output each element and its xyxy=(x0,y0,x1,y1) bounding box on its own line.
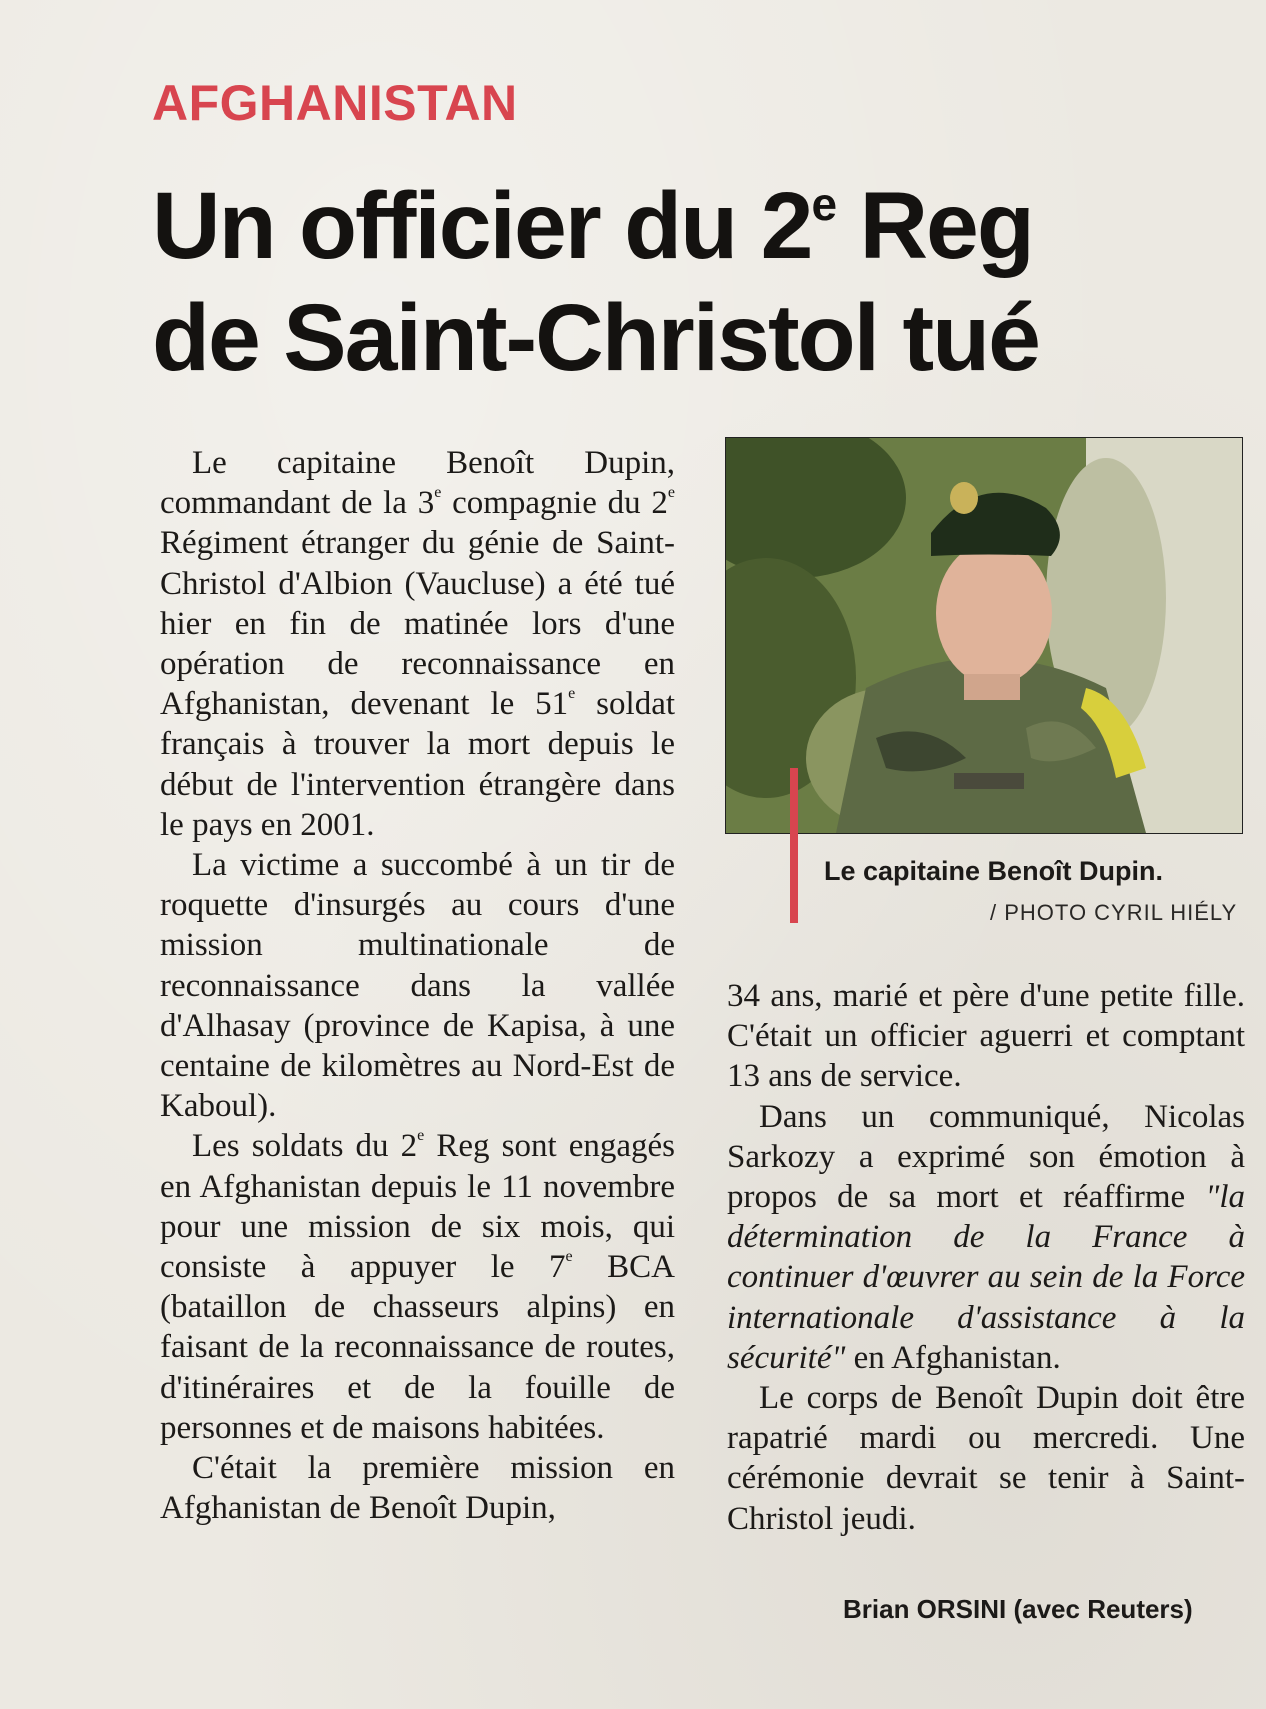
headline-line1-end: Reg xyxy=(835,173,1033,279)
paragraph-3-text-a: Les soldats du 2 xyxy=(192,1128,418,1165)
paragraph-1-text-b: compagnie du 2 xyxy=(441,485,668,522)
soldier-portrait-illustration xyxy=(726,438,1242,833)
ordinal-superscript: e xyxy=(667,484,675,502)
sarkozy-quote: "la détermination de la France à continuer d'œuvrer au sein de la Force internationale d'assistance à la sécurité" xyxy=(727,1179,1245,1376)
section-kicker: AFGHANISTAN xyxy=(152,75,518,131)
headline-superscript: e xyxy=(811,178,836,230)
paragraph-2: La victime a succombé à un tir de roquette d'insurgés au cours d'une mission multinationale de reconnaissance dans la vallée d'Alhasay (province de Kapisa, à une centaine de kilomètres au Nord-Est de Kaboul). xyxy=(160,847,675,1125)
paragraph-3-text-c: BCA (bataillon de chasseurs alpins) en faisant de la reconnaissance de routes, d'itinéraires et de la fouille de personnes et de maisons habitées. xyxy=(160,1249,676,1446)
paragraph-1-text-d: soldat français à trouver la mort depuis le début de l'intervention étrangère dans le pays en 2001. xyxy=(160,686,676,843)
ordinal-superscript: e xyxy=(434,484,442,502)
ordinal-superscript: e xyxy=(568,685,576,703)
caption-accent-bar xyxy=(790,768,798,923)
paragraph-5-text-a: Dans un communiqué, Nicolas Sarkozy a exprimé son émotion à propos de sa mort et réaffirme xyxy=(727,1098,1245,1216)
byline: Brian ORSINI (avec Reuters) xyxy=(843,1594,1193,1624)
paragraph-4-start: C'était la première mission en Afghanistan de Benoît Dupin, xyxy=(160,1450,675,1527)
paragraph-5 xyxy=(727,1097,1245,1378)
ordinal-superscript: e xyxy=(565,1248,573,1266)
paragraph-3-text-b: Reg sont engagés en Afghanistan depuis le 11 novembre pour une mission de six mois, qui consiste à appuyer le 7 xyxy=(160,1128,675,1286)
paragraph-6: Le corps de Benoît Dupin doit être rapatrié mardi ou mercredi. Une cérémonie devrait se tenir à Saint-Christol jeudi. xyxy=(727,1380,1245,1537)
paragraph-1-text-c: Régiment étranger du génie de Saint-Christol d'Albion (Vaucluse) a été tué hier en fin de matinée lors d'une opération de reconnaissance en Afghanistan, devenant le 51 xyxy=(160,525,675,723)
paragraph-4-end: 34 ans, marié et père d'une petite fille. C'était un officier aguerri et comptant 13 ans de service. xyxy=(727,978,1245,1095)
ordinal-superscript: e xyxy=(417,1127,425,1145)
portrait-photo xyxy=(725,437,1243,834)
article-column-left xyxy=(160,443,675,1528)
headline xyxy=(152,170,1202,394)
article-column-right xyxy=(727,976,1245,1539)
paragraph-1 xyxy=(160,443,675,845)
paragraph-3 xyxy=(160,1126,675,1448)
photo-credit: / PHOTO CYRIL HIÉLY xyxy=(990,900,1238,925)
headline-line2: de Saint-Christol tué xyxy=(152,285,1039,391)
headline-line1-start: Un officier du 2 xyxy=(152,173,812,279)
paragraph-5-text-b: en Afghanistan. xyxy=(845,1339,1061,1376)
photo-caption: Le capitaine Benoît Dupin. xyxy=(824,856,1164,886)
paragraph-1-text-a: Le capitaine Benoît Dupin, commandant de la 3 xyxy=(160,445,675,522)
